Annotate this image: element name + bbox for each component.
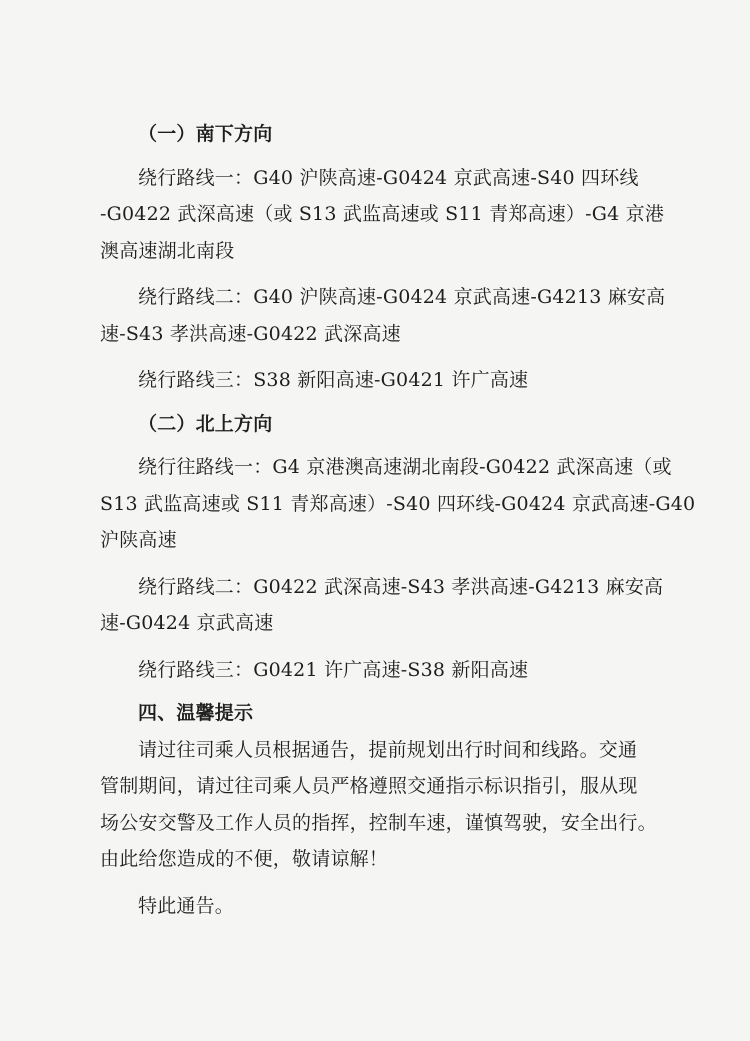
route-south-1-line-2: -G0422 武深高速（或 S13 武监高速或 S11 青郑高速）-G4 京港 bbox=[100, 203, 665, 225]
route-south-1-line-3: 澳高速湖北南段 bbox=[100, 239, 235, 262]
route-north-2-line-1: 绕行路线二：G0422 武深高速-S43 孝洪高速-G4213 麻安高 bbox=[138, 575, 664, 598]
section-heading-north: （二）北上方向 bbox=[138, 412, 273, 435]
route-north-1-line-3: 沪陕高速 bbox=[100, 529, 177, 551]
route-north-3-line-1: 绕行路线三：G0421 许广高速-S38 新阳高速 bbox=[138, 658, 529, 681]
route-north-1-line-2: S13 武监高速或 S11 青郑高速）-S40 四环线-G0424 京武高速-G40 bbox=[100, 492, 696, 515]
route-south-2-line-2: 速-S43 孝洪高速-G0422 武深高速 bbox=[100, 322, 401, 345]
closing-line: 特此通告。 bbox=[138, 894, 235, 917]
tips-paragraph-line-3: 场公安交警及工作人员的指挥，控制车速，谨慎驾驶，安全出行。 bbox=[100, 811, 657, 834]
tips-paragraph-line-1: 请过往司乘人员根据通告，提前规划出行时间和线路。交通 bbox=[138, 738, 638, 761]
section-heading-tips: 四、温馨提示 bbox=[138, 702, 254, 724]
route-north-1-line-1: 绕行往路线一：G4 京港澳高速湖北南段-G0422 武深高速（或 bbox=[138, 456, 672, 478]
route-south-1-line-1: 绕行路线一：G40 沪陕高速-G0424 京武高速-S40 四环线 bbox=[138, 166, 639, 189]
route-north-2-line-2: 速-G0424 京武高速 bbox=[100, 612, 274, 634]
route-south-2-line-1: 绕行路线二：G40 沪陕高速-G0424 京武高速-G4213 麻安高 bbox=[138, 286, 666, 308]
section-heading-south: （一）南下方向 bbox=[138, 123, 273, 145]
route-south-3-line-1: 绕行路线三：S38 新阳高速-G0421 许广高速 bbox=[138, 369, 529, 391]
tips-paragraph-line-4: 由此给您造成的不便，敬请谅解！ bbox=[100, 848, 389, 870]
tips-paragraph-line-2: 管制期间，请过往司乘人员严格遵照交通指示标识指引，服从现 bbox=[100, 775, 638, 797]
